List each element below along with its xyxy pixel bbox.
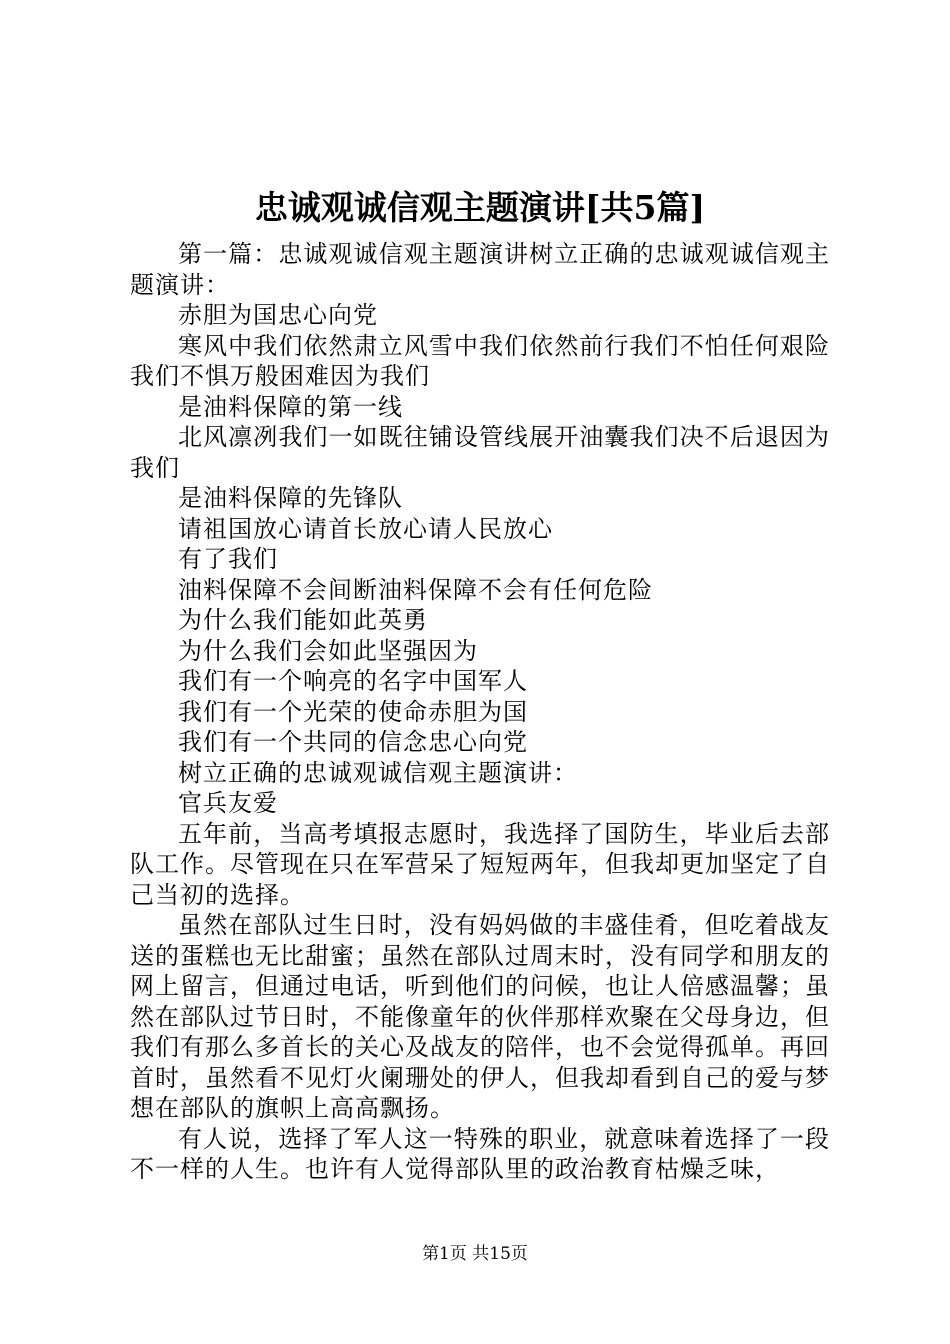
paragraph: 为什么我们能如此英勇 <box>178 606 428 634</box>
paragraph: 有人说，选择了军人这一特殊的职业，就意味着选择了一段不一样的人生。也许有人觉得部队里的政治教育枯燥乏味， <box>130 1124 830 1183</box>
paragraph: 是油料保障的第一线 <box>178 392 403 421</box>
paragraph: 我们有一个共同的信念忠心向党 <box>178 728 528 756</box>
paragraph: 请祖国放心请首长放心请人民放心 <box>178 514 553 543</box>
paragraph: 我们有一个响亮的名字中国军人 <box>178 667 528 695</box>
paragraph: 有了我们 <box>178 545 278 573</box>
paragraph: 第一篇：忠诚观诚信观主题演讲树立正确的忠诚观诚信观主题演讲： <box>130 240 830 299</box>
paragraph: 是油料保障的先锋队 <box>178 484 403 512</box>
paragraph: 我们有一个光荣的使命赤胆为国 <box>178 697 528 726</box>
paragraph: 官兵友爱 <box>178 789 278 817</box>
page-number-footer: 第1页 共15页 <box>422 1244 528 1264</box>
document-body <box>130 239 830 1185</box>
paragraph: 寒风中我们依然肃立风雪中我们依然前行我们不怕任何艰险我们不惧万般困难因为我们 <box>130 331 830 390</box>
paragraph: 五年前，当高考填报志愿时，我选择了国防生，毕业后去部队工作。尽管现在只在军营呆了短短两年，但我却更加坚定了自己当初的选择。 <box>130 819 830 909</box>
paragraph: 虽然在部队过生日时，没有妈妈做的丰盛佳肴，但吃着战友送的蛋糕也无比甜蜜；虽然在部队过周末时，没有同学和朋友的网上留言，但通过电话，听到他们的问候，也让人倍感温馨；虽然在部队过节日时，不能像童年的伙伴那样欢聚在父母身边，但我们有那么多首长的关心及战友的陪伴，也不会觉得孤单。再回首时，虽然看不见灯火阑珊处的伊人，但我却看到自己的爱与梦想在部队的旗帜上高高飘扬。 <box>130 911 830 1122</box>
paragraph: 北风凛冽我们一如既往铺设管线展开油囊我们决不后退因为我们 <box>130 423 830 482</box>
paragraph: 油料保障不会间断油料保障不会有任何危险 <box>178 575 653 604</box>
paragraph: 为什么我们会如此坚强因为 <box>178 636 478 665</box>
document-title: 忠诚观诚信观主题演讲[共5篇] <box>254 188 706 227</box>
paragraph: 赤胆为国忠心向党 <box>178 301 378 329</box>
paragraph: 树立正确的忠诚观诚信观主题演讲： <box>178 758 578 787</box>
